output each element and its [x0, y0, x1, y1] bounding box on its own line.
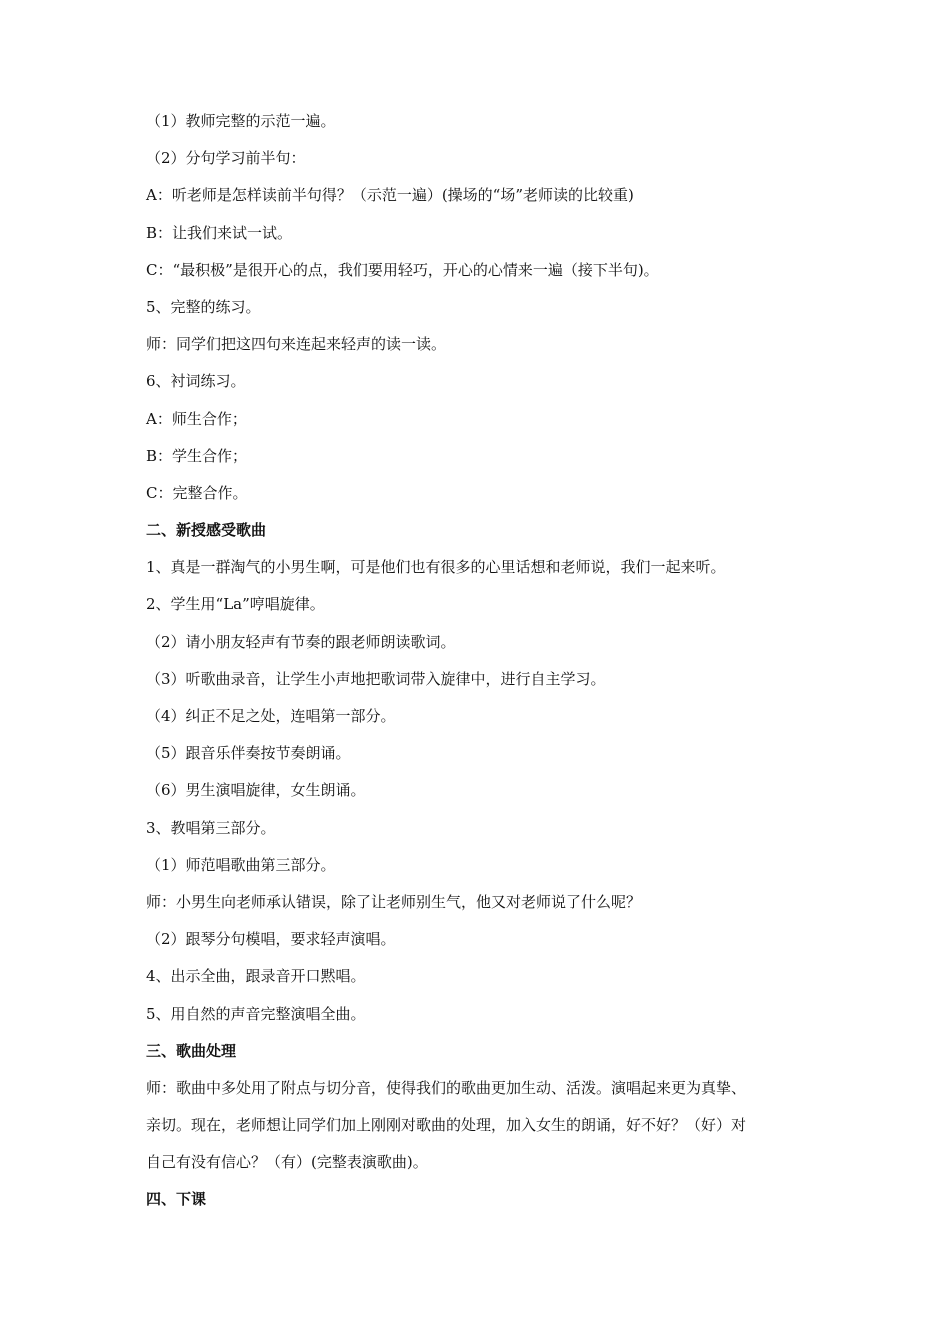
text-line: 3、教唱第三部分。 — [146, 818, 276, 837]
song-processing-paragraph — [146, 1070, 826, 1182]
text-line: 5、完整的练习。 — [146, 297, 261, 316]
text-line: （5）跟音乐伴奏按节奏朗诵。 — [146, 744, 351, 763]
paragraph-line: 亲切。现在，老师想让同学们加上刚刚对歌曲的处理，加入女生的朗诵，好不好？（好）对 — [146, 1116, 747, 1135]
section-heading: 三、歌曲处理 — [146, 1041, 237, 1060]
text-line: （6）男生演唱旋律，女生朗诵。 — [146, 781, 366, 800]
text-line: 2、学生用“La”哼唱旋律。 — [146, 595, 325, 614]
text-line: B：学生合作； — [146, 446, 248, 465]
text-line: （1）师范唱歌曲第三部分。 — [146, 855, 336, 874]
text-line: 1、真是一群淘气的小男生啊，可是他们也有很多的心里话想和老师说，我们一起来听。 — [146, 558, 726, 577]
text-line: A：师生合作； — [146, 409, 247, 428]
text-line: A：听老师是怎样读前半句得？（示范一遍）(操场的“场”老师读的比较重) — [146, 186, 634, 205]
text-line: （2）分句学习前半句： — [146, 149, 306, 168]
text-line: 5、用自然的声音完整演唱全曲。 — [146, 1004, 366, 1023]
text-line: 4、出示全曲，跟录音开口黙唱。 — [146, 967, 366, 986]
document-body — [146, 103, 826, 1219]
text-line: B：让我们来试一试。 — [146, 223, 293, 242]
text-line: （2）跟琴分句模唱，要求轻声演唱。 — [146, 930, 396, 949]
section-heading: 二、新授感受歌曲 — [146, 521, 267, 540]
paragraph-line: 师：歌曲中多处用了附点与切分音，使得我们的歌曲更加生动、活泼。演唱起来更为真挚、 — [146, 1078, 747, 1097]
text-line: （2）请小朋友轻声有节奏的跟老师朗读歌词。 — [146, 632, 456, 651]
text-line: 6、衬词练习。 — [146, 372, 246, 391]
text-line: C：“最积极”是很开心的点，我们要用轻巧，开心的心情来一遍（接下半句)。 — [146, 260, 659, 279]
text-line: 师：小男生向老师承认错误，除了让老师别生气，他又对老师说了什么呢？ — [146, 892, 642, 911]
paragraph-line: 自己有没有信心？（有）(完整表演歌曲)。 — [146, 1153, 428, 1172]
text-line: 师：同学们把这四句来连起来轻声的读一读。 — [146, 335, 447, 354]
section-heading: 四、下课 — [146, 1190, 207, 1209]
text-line: （4）纠正不足之处，连唱第一部分。 — [146, 707, 396, 725]
text-line: （1）教师完整的示范一遍。 — [146, 112, 336, 130]
text-line: C：完整合作。 — [146, 483, 248, 502]
text-line: （3）听歌曲录音，让学生小声地把歌词带入旋律中，进行自主学习。 — [146, 669, 606, 688]
